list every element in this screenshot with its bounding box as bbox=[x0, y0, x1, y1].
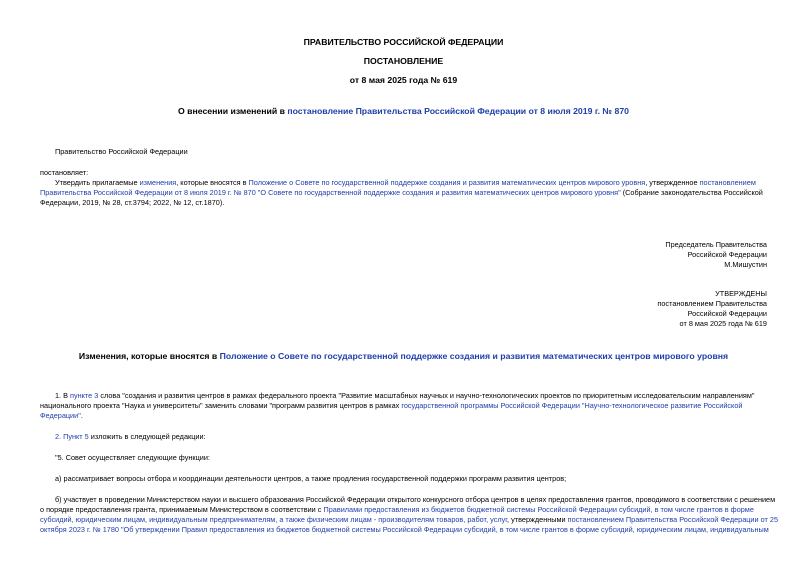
state-program-link-cont[interactable]: Федерации" bbox=[40, 411, 81, 420]
item1-l2-a: национального проекта "Наука и университеты" заменить словами "программ развития центров в рамках bbox=[40, 401, 402, 410]
item1-b: слова "создания и развития центров в рамках федерального проекта "Развитие масштабных научных и научно-технологических проектов по приоритетным исследовательским направлениям" bbox=[98, 391, 755, 400]
title-link[interactable]: постановление Правительства Российской Федерации от 8 июля 2019 г. № 870 bbox=[287, 106, 629, 116]
intro-line-1 bbox=[55, 178, 756, 187]
item2-text: изложить в следующей редакции: bbox=[88, 432, 206, 441]
resolution-1780-link[interactable]: постановлением Правительства Российской Федерации от 25 bbox=[567, 515, 778, 524]
item1-line-2 bbox=[40, 401, 742, 410]
intro-l1-a: Утвердить прилагаемые bbox=[55, 178, 140, 187]
item1-a: 1. В bbox=[55, 391, 71, 400]
intro-government: Правительство Российской Федерации bbox=[55, 147, 188, 156]
resolution-1780-link-cont[interactable]: октября 2023 г. № 1780 "Об утверждении Правил предоставления из бюджетов бюджетной системы Российской Федерации субсидий, в том числе грантов в форме субсидий, юридическим лицам, индивидуальным bbox=[40, 525, 769, 534]
intro-l1-b: , которые вносятся в bbox=[176, 178, 249, 187]
item5-heading: "5. Совет осуществляет следующие функции: bbox=[55, 453, 210, 462]
changes-link[interactable]: изменения bbox=[139, 178, 177, 187]
document-date-number: от 8 мая 2025 года № 619 bbox=[349, 75, 458, 85]
item-b-line-2 bbox=[40, 505, 754, 514]
document-type: ПОСТАНОВЛЕНИЕ bbox=[363, 56, 444, 66]
signature-name: М.Мишустин bbox=[724, 260, 767, 269]
changes-title-prefix: Изменения, которые вносятся в bbox=[78, 351, 220, 361]
intro-l2-b: (Собрание законодательства Российской bbox=[620, 188, 763, 197]
intro-line-3: Федерации, 2019, № 28, ст.3794; 2022, № 12, ст.1870). bbox=[40, 198, 225, 207]
intro-l1-c: , утвержденное bbox=[645, 178, 700, 187]
government-heading: ПРАВИТЕЛЬСТВО РОССИЙСКОЙ ФЕДЕРАЦИИ bbox=[303, 37, 504, 47]
signature-title: Председатель Правительства bbox=[665, 240, 767, 249]
signature-country: Российской Федерации bbox=[687, 250, 767, 259]
approved-country: Российской Федерации bbox=[687, 309, 767, 318]
approved-by: постановлением Правительства bbox=[657, 299, 767, 308]
state-program-link[interactable]: государственной программы Российской Федерации "Научно-технологическое развитие Российской bbox=[401, 401, 743, 410]
item1-line-1 bbox=[55, 391, 754, 400]
item1-line-3 bbox=[40, 411, 83, 420]
item-b-l2-a: о порядке предоставления гранта, принимаемым Министерством в соответствии с bbox=[40, 505, 324, 514]
intro-line-2 bbox=[40, 188, 763, 197]
item2-point5-link[interactable]: 2. Пункт 5 bbox=[55, 432, 89, 441]
title-prefix: О внесении изменений в bbox=[178, 106, 288, 116]
item-a: а) рассматривает вопросы отбора и координации деятельности центров, а также продления государственной поддержки программ развития центров; bbox=[55, 474, 567, 483]
subsidy-rules-link[interactable]: Правилами предоставления из бюджетов бюджетной системы Российской Федерации субсидий, в том числе грантов в форме bbox=[323, 505, 754, 514]
item2 bbox=[55, 432, 206, 441]
item1-l3-b: . bbox=[80, 411, 83, 420]
regulation-link[interactable]: Положение о Совете по государственной поддержке создания и развития математических центров мирового уровня bbox=[248, 178, 646, 187]
approved-date: от 8 мая 2025 года № 619 bbox=[679, 319, 767, 328]
resolution-title-link[interactable]: Правительства Российской Федерации от 8 июля 2019 г. № 870 "О Совете по государственной поддержке создания и развития математических центров мирового уровня" bbox=[40, 188, 621, 197]
resolution-link[interactable]: постановлением bbox=[699, 178, 756, 187]
item-b-line-3 bbox=[40, 515, 778, 524]
item-b-line-1: б) участвует в проведении Министерством науки и высшего образования Российской Федерации открытого конкурсного отбора центров в целях предоставления грантов, проводимого в соответствии с решением bbox=[55, 495, 776, 504]
document-title bbox=[0, 106, 807, 116]
changes-title-link[interactable]: Положение о Совете по государственной поддержке создания и развития математических центров мирового уровня bbox=[219, 351, 729, 361]
item-b-line-4 bbox=[40, 525, 769, 534]
item-b-l3-b: , утвержденными bbox=[507, 515, 568, 524]
item1-point3-link[interactable]: пункте 3 bbox=[70, 391, 99, 400]
changes-title bbox=[0, 351, 807, 361]
intro-decides: постановляет: bbox=[40, 168, 89, 177]
approved-label: УТВЕРЖДЕНЫ bbox=[715, 289, 767, 298]
subsidy-rules-link-cont[interactable]: субсидий, юридическим лицам, индивидуальным предпринимателям, а также физическим лицам - производителям товаров, работ, услуг bbox=[40, 515, 508, 524]
